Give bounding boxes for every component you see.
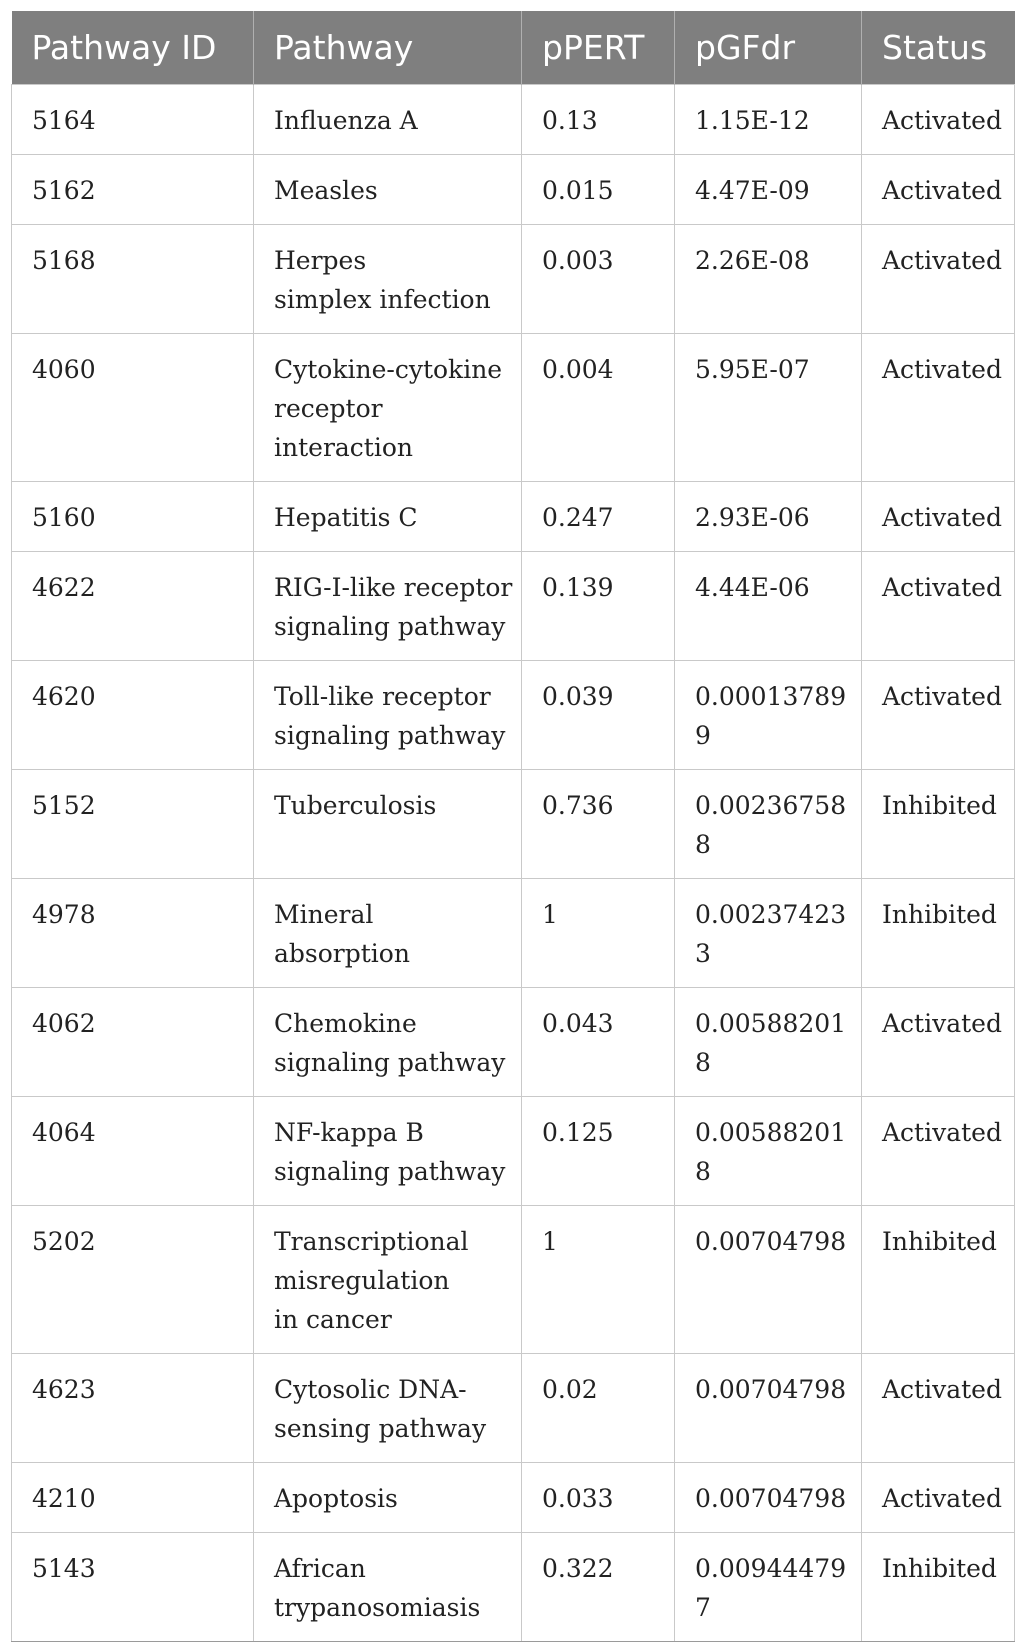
cell-pathway-id: 4060 (12, 334, 254, 482)
cell-pgfdr: 0.005882018 (675, 1097, 862, 1206)
cell-status: Activated (862, 1463, 1015, 1533)
table-row (12, 552, 1015, 661)
cell-pathway: Mineral absorption (254, 879, 522, 988)
cell-pathway-id: 4623 (12, 1354, 254, 1463)
table-row (12, 225, 1015, 334)
header-pathway: Pathway (254, 11, 522, 85)
cell-pgfdr: 4.47E-09 (675, 155, 862, 225)
cell-pgfdr: 0.009444797 (675, 1533, 862, 1642)
cell-ppert: 0.139 (522, 552, 675, 661)
cell-pgfdr: 2.93E-06 (675, 482, 862, 552)
cell-ppert: 0.033 (522, 1463, 675, 1533)
cell-pgfdr: 0.000137899 (675, 661, 862, 770)
cell-status: Activated (862, 552, 1015, 661)
cell-status: Activated (862, 482, 1015, 552)
cell-pathway-id: 4620 (12, 661, 254, 770)
cell-ppert: 0.322 (522, 1533, 675, 1642)
header-pathway-id: Pathway ID (12, 11, 254, 85)
cell-pathway: Measles (254, 155, 522, 225)
table-row (12, 1533, 1015, 1642)
table-row (12, 85, 1015, 155)
cell-pathway-id: 5160 (12, 482, 254, 552)
cell-pgfdr: 2.26E-08 (675, 225, 862, 334)
cell-status: Activated (862, 988, 1015, 1097)
cell-pgfdr: 0.005882018 (675, 988, 862, 1097)
cell-pathway: Hepatitis C (254, 482, 522, 552)
table-row (12, 1463, 1015, 1533)
cell-pathway: Cytokine-cytokine receptor interaction (254, 334, 522, 482)
cell-pgfdr: 0.002367588 (675, 770, 862, 879)
cell-status: Inhibited (862, 1206, 1015, 1354)
cell-status: Activated (862, 661, 1015, 770)
cell-pgfdr: 4.44E-06 (675, 552, 862, 661)
cell-pathway-id: 5152 (12, 770, 254, 879)
cell-pathway: Tuberculosis (254, 770, 522, 879)
cell-pathway-id: 5168 (12, 225, 254, 334)
cell-pathway-id: 4064 (12, 1097, 254, 1206)
cell-pathway: Apoptosis (254, 1463, 522, 1533)
cell-status: Inhibited (862, 879, 1015, 988)
cell-pathway-id: 5162 (12, 155, 254, 225)
cell-pathway: Chemokine signaling pathway (254, 988, 522, 1097)
header-row (12, 11, 1015, 85)
cell-ppert: 1 (522, 879, 675, 988)
cell-pathway: Herpes simplex infection (254, 225, 522, 334)
cell-pathway: NF-kappa B signaling pathway (254, 1097, 522, 1206)
cell-ppert: 0.015 (522, 155, 675, 225)
table-row (12, 334, 1015, 482)
pathway-table (11, 11, 1015, 1642)
cell-pathway-id: 4622 (12, 552, 254, 661)
cell-pathway-id: 4210 (12, 1463, 254, 1533)
cell-pathway-id: 5202 (12, 1206, 254, 1354)
cell-pathway-id: 5143 (12, 1533, 254, 1642)
table-row (12, 155, 1015, 225)
cell-status: Activated (862, 334, 1015, 482)
cell-pathway: African trypanosomiasis (254, 1533, 522, 1642)
cell-ppert: 0.247 (522, 482, 675, 552)
cell-ppert: 0.003 (522, 225, 675, 334)
cell-pathway-id: 5164 (12, 85, 254, 155)
cell-ppert: 1 (522, 1206, 675, 1354)
cell-pathway: Cytosolic DNA- sensing pathway (254, 1354, 522, 1463)
table-row (12, 988, 1015, 1097)
cell-pgfdr: 0.00704798 (675, 1206, 862, 1354)
cell-status: Inhibited (862, 1533, 1015, 1642)
table-body (12, 85, 1015, 1642)
table-row (12, 1097, 1015, 1206)
header-status: Status (862, 11, 1015, 85)
cell-status: Activated (862, 155, 1015, 225)
cell-pathway: RIG-I-like receptor signaling pathway (254, 552, 522, 661)
cell-pathway: Influenza A (254, 85, 522, 155)
cell-pgfdr: 0.002374233 (675, 879, 862, 988)
table-row (12, 1206, 1015, 1354)
cell-ppert: 0.039 (522, 661, 675, 770)
cell-pgfdr: 0.00704798 (675, 1354, 862, 1463)
table-row (12, 879, 1015, 988)
table-row (12, 661, 1015, 770)
pathway-table-container (11, 11, 1014, 1642)
cell-status: Activated (862, 225, 1015, 334)
header-pgfdr: pGFdr (675, 11, 862, 85)
cell-pathway: Toll-like receptor signaling pathway (254, 661, 522, 770)
cell-pgfdr: 0.00704798 (675, 1463, 862, 1533)
cell-status: Activated (862, 85, 1015, 155)
cell-ppert: 0.13 (522, 85, 675, 155)
cell-status: Activated (862, 1354, 1015, 1463)
cell-pgfdr: 5.95E-07 (675, 334, 862, 482)
cell-ppert: 0.02 (522, 1354, 675, 1463)
cell-pathway: Transcriptional misregulation in cancer (254, 1206, 522, 1354)
cell-ppert: 0.043 (522, 988, 675, 1097)
table-row (12, 1354, 1015, 1463)
cell-ppert: 0.736 (522, 770, 675, 879)
cell-status: Inhibited (862, 770, 1015, 879)
cell-pathway-id: 4978 (12, 879, 254, 988)
table-row (12, 770, 1015, 879)
cell-status: Activated (862, 1097, 1015, 1206)
cell-pgfdr: 1.15E-12 (675, 85, 862, 155)
cell-ppert: 0.125 (522, 1097, 675, 1206)
header-ppert: pPERT (522, 11, 675, 85)
cell-pathway-id: 4062 (12, 988, 254, 1097)
cell-ppert: 0.004 (522, 334, 675, 482)
table-header (12, 11, 1015, 85)
table-row (12, 482, 1015, 552)
